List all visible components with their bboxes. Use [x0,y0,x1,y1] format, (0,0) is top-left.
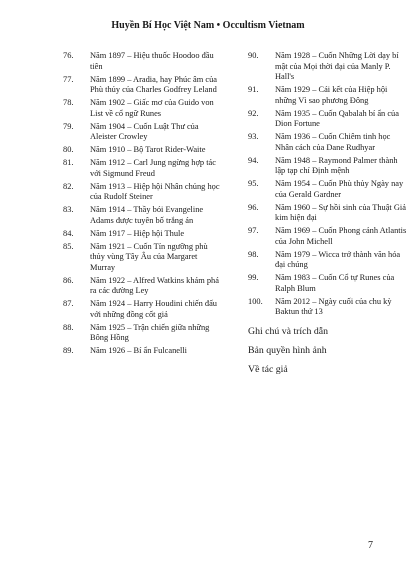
notes-link[interactable]: Ghi chú và trích dẫn [248,325,328,337]
toc-entry-number: 82. [63,181,74,191]
about-author-link[interactable]: Về tác giả [248,363,288,375]
toc-entry-text: Năm 1917 – Hiệp hội Thule [90,228,185,238]
toc-entry-text: Năm 1924 – Harry Houdini chiến đấu với những đồng cốt giả [90,299,217,319]
toc-entry-text: Năm 1910 – Bộ Tarot Rider-Waite [90,145,206,154]
toc-entry-number: 79. [63,121,74,131]
toc-entry[interactable] [63,346,223,357]
image-credits-link[interactable]: Bản quyền hình ảnh [248,344,327,356]
toc-entry-number: 93. [248,132,259,141]
toc-entry[interactable] [63,242,223,274]
toc-entry[interactable] [248,179,408,200]
toc-entry[interactable] [248,273,408,294]
toc-entry[interactable] [63,51,223,72]
toc-entry[interactable] [63,158,223,179]
toc-entry-text: Năm 1925 – Trận chiến giữa những Bông Hồng [90,322,210,342]
toc-entry-number: 90. [248,51,259,60]
toc-entry-text: Năm 1914 – Thầy bói Evangeline Adams được tuyên bố trắng án [90,205,204,225]
toc-entry-text: Năm 1912 – Carl Jung ngừng hợp tác với Sigmund Freud [90,158,216,178]
page-header-title: Huyền Bí Học Việt Nam • Occultism Vietnam [111,20,305,31]
toc-entry[interactable] [248,203,408,224]
toc-entry-number: 87. [63,299,74,308]
toc-entry-text: Năm 1960 – Sự hồi sinh của Thuật Giả kim hiện đại [275,202,406,222]
toc-entry-text: Năm 1969 – Cuốn Phong cảnh Atlantis của John Michell [275,226,407,246]
toc-entry[interactable] [63,229,223,240]
toc-entry[interactable] [248,132,408,153]
toc-entry-number: 80. [63,145,74,154]
page-number: 7 [368,540,373,551]
toc-entry-text: Năm 1954 – Cuốn Phù thủy Ngày nay của Gerald Gardner [275,179,404,199]
toc-entry-text: Năm 1983 – Cuốn Cổ tự Runes của Ralph Blum [275,273,395,293]
toc-entry-text: Năm 1936 – Cuốn Chiêm tinh học Nhân cách của Dane Rudhyar [275,132,391,152]
toc-entry-text: Năm 1897 – Hiệu thuốc Hoodoo đầu tiên [90,51,214,71]
toc-entry[interactable] [63,75,223,96]
toc-entry-text: Năm 2012 – Ngày cuối của chu kỳ Baktun thứ 13 [275,296,392,316]
toc-entry[interactable] [63,276,223,297]
toc-entry-number: 83. [63,205,74,214]
toc-entry[interactable] [248,156,408,177]
toc-entry-number: 92. [248,108,259,118]
toc-entry-number: 85. [63,241,74,251]
toc-entry-text: Năm 1904 – Cuốn Luật Thư của Aleister Crowley [90,121,199,141]
toc-entry-number: 99. [248,273,259,282]
toc-entry-number: 91. [248,85,259,94]
toc-entry-number: 84. [63,228,74,238]
toc-entry-number: 77. [63,74,74,84]
toc-entry-number: 96. [248,202,259,212]
toc-entry[interactable] [63,145,223,156]
toc-column-left [63,51,223,359]
toc-entry[interactable] [248,297,408,318]
toc-entry-number: 100. [248,296,263,306]
toc-entry-number: 86. [63,275,74,285]
toc-entry-text: Năm 1948 – Raymond Palmer thành lập tạp chí Định mệnh [275,155,398,175]
toc-entry-text: Năm 1902 – Giấc mơ của Guido von List về cổ ngữ Runes [90,98,214,118]
toc-entry-number: 94. [248,155,259,165]
toc-entry-number: 78. [63,98,74,107]
toc-entry-text: Năm 1921 – Cuốn Tín ngưỡng phù thủy vùng Tây Âu của Margaret Murray [90,241,208,272]
toc-column-right [248,51,408,383]
toc-entry-text: Năm 1935 – Cuốn Qabalah bí ẩn của Dion Fortune [275,108,399,128]
toc-entry-text: Năm 1979 – Wicca trở thành văn hóa đại chúng [275,249,401,269]
back-matter-links [248,326,408,376]
toc-entry-text: Năm 1926 – Bí ẩn Fulcanelli [90,346,187,355]
toc-entry[interactable] [63,122,223,143]
toc-entry-text: Năm 1929 – Cái kết của Hiệp hội những Vì sao phương Đông [275,85,388,105]
toc-entry[interactable] [63,323,223,344]
toc-entry-text: Năm 1922 – Alfred Watkins khám phá ra các đường Ley [90,275,219,295]
toc-entry[interactable] [248,109,408,130]
toc-entry-text: Năm 1928 – Cuốn Những Lời dạy bí mật của Mọi thời đại của Manly P. Hall's [275,51,399,81]
toc-entry[interactable] [248,51,408,83]
toc-entry[interactable] [248,226,408,247]
toc-entry-number: 98. [248,249,259,259]
toc-entry[interactable] [63,205,223,226]
toc-entry[interactable] [63,98,223,119]
toc-entry-number: 76. [63,51,74,60]
toc-entry[interactable] [63,299,223,320]
toc-entry-number: 88. [63,322,74,332]
toc-entry-text: Năm 1913 – Hiệp hội Nhân chủng học của Rudolf Steiner [90,181,220,201]
toc-entry-number: 95. [248,179,259,188]
toc-entry-number: 81. [63,158,74,167]
toc-entry[interactable] [63,182,223,203]
toc-entry-text: Năm 1899 – Aradia, hay Phúc âm của Phù thủy của Charles Godfrey Leland [90,74,217,94]
toc-entry-number: 97. [248,226,259,235]
toc-entry-number: 89. [63,346,74,355]
toc-entry[interactable] [248,250,408,271]
toc-entry[interactable] [248,85,408,106]
